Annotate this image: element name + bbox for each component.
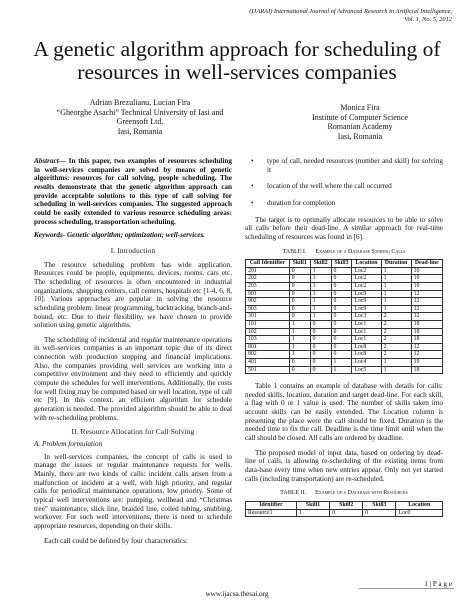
table-cell: Loc5 xyxy=(352,366,381,374)
table-header-cell: Call Identifier xyxy=(246,260,290,268)
table-cell: 0 xyxy=(331,267,352,275)
table-row xyxy=(246,321,443,329)
table-cell: 902 xyxy=(246,298,290,306)
table-cell: Loc8 xyxy=(352,351,381,359)
table-cell: 0 xyxy=(289,305,310,313)
table-cell: 1 xyxy=(310,298,331,306)
table-cell: 0 xyxy=(331,313,352,321)
table-cell: 203 xyxy=(246,283,290,291)
table-cell: 1 xyxy=(310,290,331,298)
table-cell: 0 xyxy=(331,283,352,291)
table-cell: 0 xyxy=(331,343,352,351)
table-header-cell: Skill3 xyxy=(331,260,352,268)
table-cell: 12 xyxy=(411,313,442,321)
table1-caption: TABLE I. Example of a Database Storing Calls xyxy=(282,248,406,255)
table-row xyxy=(246,509,443,517)
table-cell: 0 xyxy=(310,321,331,329)
table-cell: 0 xyxy=(310,336,331,344)
list-item: • location of the well where the call occurred xyxy=(251,182,392,191)
table-row xyxy=(246,305,443,313)
table-cell: 1 xyxy=(381,366,411,374)
table-cell: Loc3 xyxy=(352,313,381,321)
abstract-label: Abstract— xyxy=(34,157,66,165)
table-cell: 0 xyxy=(331,305,352,313)
table-cell: 903 xyxy=(246,305,290,313)
table-row xyxy=(246,343,443,351)
table-cell: 0 xyxy=(331,275,352,283)
table-cell: 1 xyxy=(289,328,310,336)
paper-title-line2: resources in well-services companies xyxy=(77,60,397,84)
table-cell: Loc1 xyxy=(352,321,381,329)
author-affiliation: Romanian Academy xyxy=(327,122,393,132)
table-cell: 2 xyxy=(381,328,411,336)
table-cell: 10 xyxy=(411,267,442,275)
author-affiliation: “Gheorghe Asachi” Technical University of Iasi and xyxy=(56,107,224,117)
table-cell: 19 xyxy=(411,358,442,366)
author-affiliation: Institute of Computer Science xyxy=(312,112,408,122)
footer-url: www.ijacsa.thesai.org xyxy=(205,590,269,598)
table-cell: 1 xyxy=(381,267,411,275)
paragraph: Each call could be defined by four characteristics: xyxy=(44,536,188,545)
table-cell: 12 xyxy=(411,298,442,306)
table-cell: 1 xyxy=(381,283,411,291)
paper-title-line1: A genetic algorithm approach for scheduling of xyxy=(33,37,441,61)
abstract-text: In this paper, two examples of resources scheduling in well-services companies are solved by means of genetic algorithms: resources for call solving, people scheduling. The results demonstrate that the genetic algorithm approach can provide acceptable solutions to this type of call solving for scheduling in well-services companies. The suggested approach could be easily extended to various resource scheduling areas: process scheduling, transportation scheduling. xyxy=(34,157,232,226)
table-cell: 401 xyxy=(246,358,290,366)
table-cell: Resource1 xyxy=(246,509,297,517)
table-cell: 0 xyxy=(331,321,352,329)
table-header-cell: Duration xyxy=(381,260,411,268)
table-cell: Loc4 xyxy=(352,358,381,366)
table-cell: Loc2 xyxy=(352,267,381,275)
calls-table xyxy=(245,259,443,374)
table-header-cell: Location xyxy=(396,502,443,510)
paper-title xyxy=(20,38,454,84)
resources-table xyxy=(245,501,443,517)
author-city: Iasi, Romania xyxy=(337,131,383,141)
table-row xyxy=(246,328,443,336)
table-cell: 2 xyxy=(381,351,411,359)
page-number: 1 | P a g e xyxy=(424,580,452,588)
table-header-cell: Skill1 xyxy=(289,260,310,268)
table-cell: 0 xyxy=(330,509,363,517)
table-cell: 0 xyxy=(289,366,310,374)
paragraph: The scheduling of incidental and regular maintenance operations in well-services companies is an important topic due of its direct connection with production stopping and financial implications. Also, the companies providing well services are working into a competitive environment and they need to efficiently and quickly compute the schedules for well interventions. Additionally, the costs for well fixing may be computed based on well location, type of call etc [9]. In this context, an efficient algorithm for schedule generation is needed. The provided algorithm should be able to deal with re-scheduling problems. xyxy=(34,335,232,422)
table-cell: 0 xyxy=(331,336,352,344)
journal-header xyxy=(192,8,452,24)
table-cell: 0 xyxy=(289,298,310,306)
left-column xyxy=(34,157,232,545)
table-cell: 802 xyxy=(246,351,290,359)
table-cell: Loc9 xyxy=(352,305,381,313)
author-block-left xyxy=(40,98,240,136)
subsection-heading: A. Problem formulation xyxy=(34,440,103,449)
table-row xyxy=(246,290,443,298)
footer-rule xyxy=(359,588,454,589)
right-column xyxy=(245,157,443,517)
table-cell: 1 xyxy=(310,267,331,275)
table-cell: 1 xyxy=(310,313,331,321)
table-cell: 0 xyxy=(289,267,310,275)
table-row xyxy=(246,366,443,374)
section-heading: I. Introduction xyxy=(110,246,156,255)
list-item: • type of call, needed resources (number and skill) for solving it xyxy=(251,157,443,174)
table-cell: Loc0 xyxy=(396,509,443,517)
table-cell: 1 xyxy=(289,336,310,344)
table-cell: 1 xyxy=(289,351,310,359)
table-cell: Loc9 xyxy=(352,290,381,298)
bullet-list xyxy=(245,157,443,208)
table-cell: 1 xyxy=(296,509,329,517)
table-cell: 12 xyxy=(411,343,442,351)
table-cell: 1 xyxy=(331,358,352,366)
journal-header-line1: (IJARAI) International Journal of Advanced Research in Artificial Intelligence, xyxy=(249,8,452,15)
table-cell: 1 xyxy=(310,275,331,283)
table-cell: 1 xyxy=(289,343,310,351)
table-cell: 18 xyxy=(411,366,442,374)
table-cell: 1 xyxy=(310,305,331,313)
table-cell: 0 xyxy=(289,290,310,298)
table-cell: 101 xyxy=(246,321,290,329)
table-cell: 1 xyxy=(310,283,331,291)
section-heading: II. Resource Allocation for Call Solving xyxy=(71,428,195,437)
paragraph: In well-services companies, the concept of calls is used to manage the issues or regular maintenance requests for wells. Mainly, there are two kinds of calls: incident calls arisen from a malfunction or incident at a well, with high priority, and regular calls for periodical maintenance operations, low priority. Some of typical well interventions are: pumping, wellhead and “Christmas tree” maintenance, slick line, braided line, coiled tubing, snubbing, workover. For such well interventions, there is need to schedule appropriate resources, depending on their skills. xyxy=(34,452,232,530)
table-cell: Loc8 xyxy=(352,343,381,351)
table-cell: 12 xyxy=(411,351,442,359)
table-cell: 0 xyxy=(331,351,352,359)
table-row xyxy=(246,336,443,344)
table-cell: 12 xyxy=(411,290,442,298)
table-header-cell: Skill3 xyxy=(363,502,396,510)
table-cell: 1 xyxy=(381,275,411,283)
table-cell: 0 xyxy=(289,313,310,321)
table-header-cell: Skill1 xyxy=(296,502,329,510)
table-row xyxy=(246,358,443,366)
list-item: • duration for completion xyxy=(251,198,336,207)
author-block-right xyxy=(265,103,455,141)
table-cell: 0 xyxy=(310,351,331,359)
bullet-icon: • xyxy=(251,157,254,165)
table-cell: Loc2 xyxy=(352,275,381,283)
bullet-icon: • xyxy=(251,182,254,191)
journal-header-line2: Vol. 1, No. 5, 2012 xyxy=(404,16,452,23)
bullet-icon: • xyxy=(251,198,254,207)
table-cell: 10 xyxy=(411,275,442,283)
table-row xyxy=(246,267,443,275)
paragraph: The resource scheduling problem has wide application. Resources could be people, equipments, devices, rooms, cars etc. The scheduling of resources is often encountered in industrial organizations, shopping centers, call centers, hospitals etc [1-4, 6, 8, 10]. Various approaches are popular in solving the resource scheduling problem: linear programming, backtracking, branch-and-bound, etc. Due to their flexibility, we have chosen to provide solution using genetic algorithms. xyxy=(34,260,232,330)
paragraph: The proposed model of input data, based on ordering by dead-line of calls, is allowing re-scheduling of the existing items from data-base every time when new entries appear. Only not yet started calls (including transportation) are re-scheduled. xyxy=(245,448,443,483)
table-cell: 18 xyxy=(411,321,442,329)
table-cell: 2 xyxy=(381,313,411,321)
keywords: Keywords- Genetic algorithm; optimization; well-services. xyxy=(34,231,206,240)
table-cell: 901 xyxy=(246,290,290,298)
table-cell: 0 xyxy=(310,328,331,336)
table-cell: 201 xyxy=(246,267,290,275)
table-cell: 1 xyxy=(381,298,411,306)
table-row xyxy=(246,313,443,321)
table-row xyxy=(246,275,443,283)
table-row xyxy=(246,351,443,359)
table-cell: Loc9 xyxy=(352,298,381,306)
table-header-cell: Location xyxy=(352,260,381,268)
table-header-cell: Identifier xyxy=(246,502,297,510)
table-cell: 1 xyxy=(331,366,352,374)
table-cell: 2 xyxy=(381,343,411,351)
table-cell: 2 xyxy=(381,321,411,329)
table-cell: 1 xyxy=(289,321,310,329)
table-cell: 0 xyxy=(310,358,331,366)
table-cell: 0 xyxy=(310,343,331,351)
table-cell: Loc1 xyxy=(352,336,381,344)
abstract xyxy=(34,157,232,226)
table-cell: 801 xyxy=(246,343,290,351)
table-cell: 0 xyxy=(289,283,310,291)
paragraph: The target is to optimally allocate resources to be able to solve all calls before their dead-line. A similar approach for real-time scheduling of resources was found in [6]. xyxy=(245,215,443,241)
table-header-cell: Dead-line xyxy=(411,260,442,268)
paragraph: Table 1 contains an example of database with details for calls: needed skills, location, duration and target dead-line. For each skill, a flag with 0 or 1 value is used. The number of skills taken into account skills can be easily extended. The Location column is presenting the place were the call should be fixed. Duration is the needed time to fix the call. Deadline is the time limit until when the call should be closed. All calls are ordered by deadline. xyxy=(245,382,443,443)
table-cell: 1 xyxy=(381,290,411,298)
table-cell: 102 xyxy=(246,328,290,336)
table-cell: 18 xyxy=(411,336,442,344)
table-cell: 202 xyxy=(246,275,290,283)
table-header-cell: Skill2 xyxy=(330,502,363,510)
author-city: Iasi, Romania xyxy=(117,126,163,136)
table-cell: 301 xyxy=(246,313,290,321)
table-row xyxy=(246,283,443,291)
author-names: Adrian Brezulianu, Lucian Fira xyxy=(89,98,191,107)
table-cell: 0 xyxy=(363,509,396,517)
table-cell: 10 xyxy=(411,283,442,291)
table-cell: 0 xyxy=(331,298,352,306)
table-cell: 0 xyxy=(310,366,331,374)
table-cell: 1 xyxy=(381,305,411,313)
author-name: Monica Fira xyxy=(340,103,380,112)
table-cell: 103 xyxy=(246,336,290,344)
table-cell: 0 xyxy=(289,275,310,283)
table-cell: Loc1 xyxy=(352,328,381,336)
table-cell: 12 xyxy=(411,305,442,313)
table2-caption: TABLE II. Example of a Database with Resources xyxy=(280,490,408,497)
table-cell: 501 xyxy=(246,366,290,374)
table-cell: 18 xyxy=(411,328,442,336)
table-cell: 0 xyxy=(289,358,310,366)
table-cell: 1 xyxy=(381,358,411,366)
table-header-cell: Skill2 xyxy=(310,260,331,268)
author-affiliation: Greensoft Ltd. xyxy=(116,117,164,127)
table-cell: 2 xyxy=(381,336,411,344)
table-cell: 0 xyxy=(331,328,352,336)
table-cell: 0 xyxy=(331,290,352,298)
table-cell: Loc2 xyxy=(352,283,381,291)
table-row xyxy=(246,298,443,306)
